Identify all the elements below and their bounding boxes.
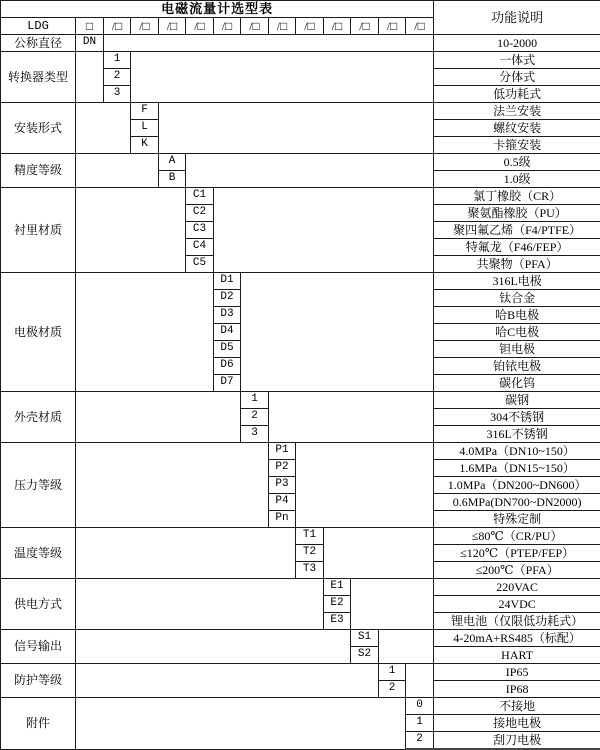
code-accuracy-b: B xyxy=(159,171,186,188)
desc-temperature-t2: ≤120℃（PTEP/FEP） xyxy=(434,545,600,562)
code-liner-c2: C2 xyxy=(186,205,214,222)
section-label-power-supply: 供电方式 xyxy=(1,579,76,630)
code-temperature-t2: T2 xyxy=(296,545,324,562)
section-label-installation-type: 安装形式 xyxy=(1,103,76,154)
code-electrode-d2: D2 xyxy=(214,290,241,307)
code-power-e1: E1 xyxy=(324,579,351,596)
code-install-k: K xyxy=(131,137,159,154)
spacer-cell xyxy=(76,188,186,273)
code-power-e2: E2 xyxy=(324,596,351,613)
desc-converter-3: 低功耗式 xyxy=(434,86,600,103)
model-slot-box: /□ xyxy=(214,18,241,35)
desc-electrode-d3: 哈B电极 xyxy=(434,307,600,324)
section-label-converter-type: 转换器类型 xyxy=(1,52,76,103)
desc-pressure-p1: 4.0MPa（DN10~150） xyxy=(434,443,600,460)
code-pressure-p4: P4 xyxy=(269,494,296,511)
desc-accessory-1: 接地电极 xyxy=(434,715,600,732)
desc-signal-s2: HART xyxy=(434,647,600,664)
model-slot-box: /□ xyxy=(131,18,159,35)
desc-install-f: 法兰安装 xyxy=(434,103,600,120)
section-label-accuracy-class: 精度等级 xyxy=(1,154,76,188)
desc-electrode-d5: 钽电极 xyxy=(434,341,600,358)
code-protection-1: 1 xyxy=(379,664,406,681)
desc-power-e1: 220VAC xyxy=(434,579,600,596)
code-liner-c3: C3 xyxy=(186,222,214,239)
section-label-liner-material: 衬里材质 xyxy=(1,188,76,273)
desc-liner-c4: 特氟龙（F46/FEP） xyxy=(434,239,600,256)
code-install-f: F xyxy=(131,103,159,120)
section-label-electrode-material: 电极材质 xyxy=(1,273,76,392)
code-signal-s2: S2 xyxy=(351,647,379,664)
section-label-nominal-diameter: 公称直径 xyxy=(1,35,76,52)
code-electrode-d3: D3 xyxy=(214,307,241,324)
desc-electrode-d6: 铂铱电极 xyxy=(434,358,600,375)
code-accessory-0: 0 xyxy=(406,698,434,715)
desc-pressure-p2: 1.6MPa（DN15~150） xyxy=(434,460,600,477)
model-digit-box: □ xyxy=(76,18,104,35)
model-slot-box: /□ xyxy=(296,18,324,35)
code-liner-c1: C1 xyxy=(186,188,214,205)
model-slot-box: /□ xyxy=(241,18,269,35)
code-pressure-p2: P2 xyxy=(269,460,296,477)
section-label-pressure-rating: 压力等级 xyxy=(1,443,76,528)
spacer-cell xyxy=(186,154,434,188)
model-slot-box: /□ xyxy=(159,18,186,35)
code-liner-c4: C4 xyxy=(186,239,214,256)
model-slot-box: /□ xyxy=(104,18,131,35)
desc-accuracy-a: 0.5级 xyxy=(434,154,600,171)
code-temperature-t1: T1 xyxy=(296,528,324,545)
code-electrode-d4: D4 xyxy=(214,324,241,341)
model-slot-box: /□ xyxy=(269,18,296,35)
desc-housing-3: 316L不锈钢 xyxy=(434,426,600,443)
spacer-cell xyxy=(214,188,434,273)
code-temperature-t3: T3 xyxy=(296,562,324,579)
desc-install-k: 卡箍安装 xyxy=(434,137,600,154)
spacer-cell xyxy=(76,664,379,698)
spacer-cell xyxy=(131,52,434,103)
spacer-cell xyxy=(351,579,434,630)
desc-electrode-d4: 哈C电极 xyxy=(434,324,600,341)
code-electrode-d1: D1 xyxy=(214,273,241,290)
desc-protection-2: IP68 xyxy=(434,681,600,698)
code-accessory-2: 2 xyxy=(406,732,434,750)
spacer-cell xyxy=(76,392,241,443)
code-electrode-d7: D7 xyxy=(214,375,241,392)
code-pressure-p1: P1 xyxy=(269,443,296,460)
desc-power-e3: 锂电池（仅限低功耗式） xyxy=(434,613,600,630)
spacer-cell xyxy=(324,528,434,579)
spacer-cell xyxy=(104,35,434,52)
spacer-cell xyxy=(76,154,159,188)
spacer-cell xyxy=(76,52,104,103)
desc-pressure-p4: 0.6MPa(DN700~DN2000) xyxy=(434,494,600,511)
desc-accessory-0: 不接地 xyxy=(434,698,600,715)
spacer-cell xyxy=(76,528,296,579)
code-signal-s1: S1 xyxy=(351,630,379,647)
model-slot-box: /□ xyxy=(379,18,406,35)
section-label-temperature-rating: 温度等级 xyxy=(1,528,76,579)
table-title: 电磁流量计选型表 xyxy=(1,1,434,18)
code-accessory-1: 1 xyxy=(406,715,434,732)
code-protection-2: 2 xyxy=(379,681,406,698)
code-electrode-d5: D5 xyxy=(214,341,241,358)
desc-electrode-d7: 碳化钨 xyxy=(434,375,600,392)
section-label-housing-material: 外壳材质 xyxy=(1,392,76,443)
model-slot-box: /□ xyxy=(324,18,351,35)
code-pressure-p3: P3 xyxy=(269,477,296,494)
model-slot-box: /□ xyxy=(351,18,379,35)
desc-housing-1: 碳钢 xyxy=(434,392,600,409)
code-liner-c5: C5 xyxy=(186,256,214,273)
code-converter-3: 3 xyxy=(104,86,131,103)
spacer-cell xyxy=(269,392,434,443)
desc-liner-c3: 聚四氟乙烯（F4/PTFE） xyxy=(434,222,600,239)
section-label-accessories: 附件 xyxy=(1,698,76,750)
code-pressure-pn: Pn xyxy=(269,511,296,528)
desc-pressure-p3: 1.0MPa（DN200~DN600） xyxy=(434,477,600,494)
spacer-cell xyxy=(76,630,351,664)
spacer-cell xyxy=(406,664,434,698)
spacer-cell xyxy=(76,273,214,392)
code-power-e3: E3 xyxy=(324,613,351,630)
section-label-signal-output: 信号输出 xyxy=(1,630,76,664)
desc-converter-2: 分体式 xyxy=(434,69,600,86)
desc-converter-1: 一体式 xyxy=(434,52,600,69)
spacer-cell xyxy=(76,579,324,630)
desc-liner-c5: 共聚物（PFA） xyxy=(434,256,600,273)
model-slot-box: /□ xyxy=(186,18,214,35)
desc-liner-c2: 聚氨酯橡胶（PU） xyxy=(434,205,600,222)
spacer-cell xyxy=(159,103,434,154)
code-converter-2: 2 xyxy=(104,69,131,86)
desc-diameter-range: 10-2000 xyxy=(434,35,600,52)
desc-electrode-d1: 316L电极 xyxy=(434,273,600,290)
model-slot-box: /□ xyxy=(406,18,434,35)
spacer-cell xyxy=(76,698,406,750)
spacer-cell xyxy=(76,103,131,154)
desc-temperature-t3: ≤200℃（PFA） xyxy=(434,562,600,579)
code-install-l: L xyxy=(131,120,159,137)
spacer-cell xyxy=(76,443,269,528)
model-prefix: LDG xyxy=(1,18,76,35)
desc-liner-c1: 氯丁橡胶（CR） xyxy=(434,188,600,205)
spacer-cell xyxy=(296,443,434,528)
code-converter-1: 1 xyxy=(104,52,131,69)
code-electrode-d6: D6 xyxy=(214,358,241,375)
spacer-cell xyxy=(379,630,434,664)
desc-pressure-pn: 特殊定制 xyxy=(434,511,600,528)
desc-power-e2: 24VDC xyxy=(434,596,600,613)
code-housing-1: 1 xyxy=(241,392,269,409)
desc-accessory-2: 刮刀电极 xyxy=(434,732,600,750)
desc-signal-s1: 4-20mA+RS485（标配） xyxy=(434,630,600,647)
desc-install-l: 螺纹安装 xyxy=(434,120,600,137)
code-housing-2: 2 xyxy=(241,409,269,426)
section-label-protection-rating: 防护等级 xyxy=(1,664,76,698)
desc-temperature-t1: ≤80℃（CR/PU） xyxy=(434,528,600,545)
code-housing-3: 3 xyxy=(241,426,269,443)
desc-protection-1: IP65 xyxy=(434,664,600,681)
code-diameter-dn: DN xyxy=(76,35,104,52)
desc-housing-2: 304不锈钢 xyxy=(434,409,600,426)
function-column-header: 功能说明 xyxy=(434,1,600,35)
desc-electrode-d2: 钛合金 xyxy=(434,290,600,307)
desc-accuracy-b: 1.0级 xyxy=(434,171,600,188)
code-accuracy-a: A xyxy=(159,154,186,171)
spacer-cell xyxy=(241,273,434,392)
